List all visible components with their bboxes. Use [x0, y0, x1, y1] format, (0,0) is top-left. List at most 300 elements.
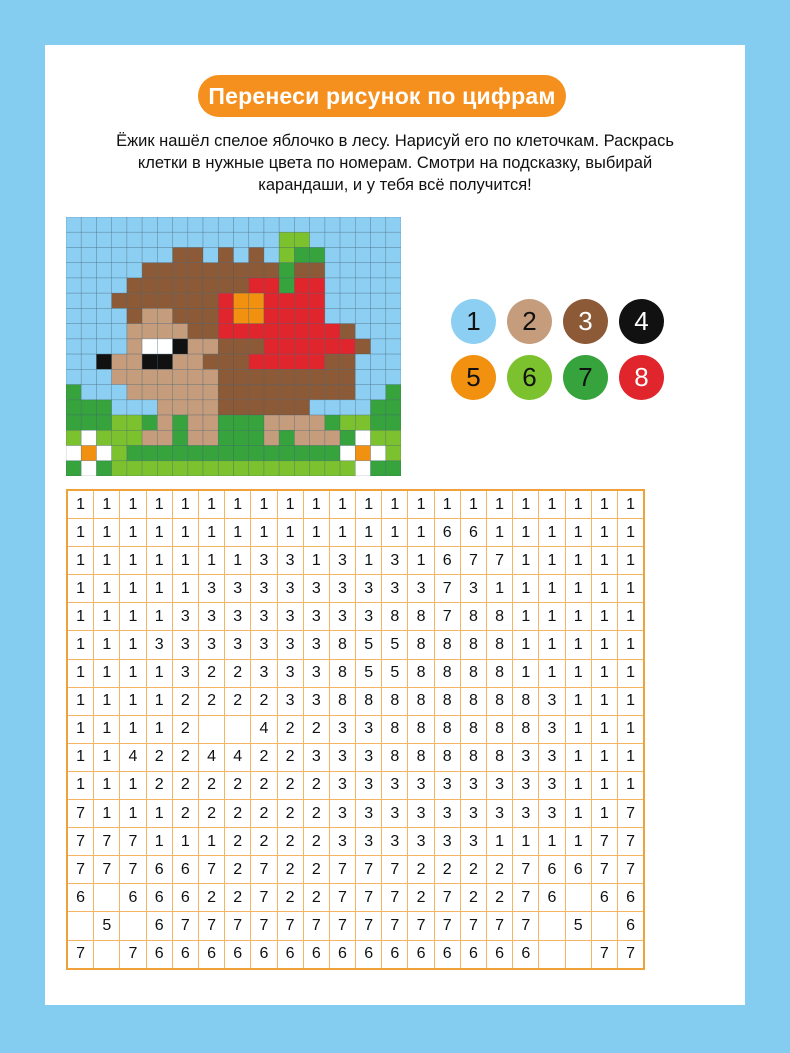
grid-cell: 1 [591, 547, 617, 575]
preview-cell [142, 415, 157, 430]
preview-cell [66, 430, 81, 445]
preview-cell [279, 232, 294, 247]
grid-cell: 2 [172, 800, 198, 828]
grid-cell: 8 [329, 659, 355, 687]
grid-cell: 6 [251, 940, 277, 969]
grid-cell: 3 [356, 603, 382, 631]
grid-cell: 2 [225, 687, 251, 715]
preview-cell [218, 293, 233, 308]
preview-cell [203, 308, 218, 323]
preview-cell [96, 369, 111, 384]
preview-cell [279, 369, 294, 384]
grid-cell: 1 [67, 490, 94, 519]
grid-cell: 8 [408, 687, 434, 715]
preview-cell [340, 293, 355, 308]
preview-cell [279, 293, 294, 308]
preview-cell [188, 232, 203, 247]
grid-cell: 6 [591, 884, 617, 912]
preview-cell [218, 461, 233, 476]
grid-cell: 1 [303, 490, 329, 519]
grid-cell [565, 940, 591, 969]
preview-cell [355, 293, 370, 308]
grid-cell: 4 [225, 743, 251, 771]
grid-cell: 7 [277, 912, 303, 940]
grid-cell: 3 [513, 800, 539, 828]
preview-cell [157, 446, 172, 461]
grid-cell: 1 [172, 490, 198, 519]
grid-cell: 7 [487, 912, 513, 940]
grid-cell: 1 [120, 603, 146, 631]
preview-cell [96, 415, 111, 430]
grid-cell: 3 [539, 743, 565, 771]
grid-cell: 3 [487, 771, 513, 799]
grid-cell: 1 [565, 687, 591, 715]
preview-cell [96, 339, 111, 354]
grid-cell: 2 [146, 743, 172, 771]
preview-cell [386, 385, 401, 400]
grid-cell: 6 [172, 940, 198, 969]
preview-cell [234, 339, 249, 354]
grid-cell: 3 [539, 687, 565, 715]
grid-cell: 6 [172, 856, 198, 884]
grid-cell: 3 [251, 575, 277, 603]
grid-cell: 7 [329, 856, 355, 884]
preview-cell [188, 217, 203, 232]
preview-cell [112, 354, 127, 369]
preview-cell [386, 369, 401, 384]
preview-cell [157, 293, 172, 308]
grid-cell: 1 [487, 828, 513, 856]
preview-cell [188, 446, 203, 461]
preview-cell [112, 293, 127, 308]
grid-cell: 1 [94, 575, 120, 603]
grid-cell: 1 [94, 715, 120, 743]
grid-cell: 8 [382, 743, 408, 771]
grid-cell: 1 [617, 631, 644, 659]
preview-cell [234, 430, 249, 445]
grid-cell: 3 [277, 575, 303, 603]
grid-cell: 3 [277, 687, 303, 715]
preview-cell [203, 263, 218, 278]
grid-cell: 3 [460, 575, 486, 603]
grid-cell: 1 [94, 631, 120, 659]
grid-cell: 2 [434, 856, 460, 884]
preview-cell [157, 415, 172, 430]
grid-cell: 2 [198, 884, 224, 912]
preview-cell [66, 369, 81, 384]
preview-cell [234, 247, 249, 262]
preview-cell [355, 308, 370, 323]
preview-cell [173, 369, 188, 384]
grid-cell: 1 [617, 519, 644, 547]
grid-cell: 1 [591, 771, 617, 799]
preview-cell [264, 293, 279, 308]
grid-cell: 6 [460, 940, 486, 969]
grid-cell: 8 [513, 715, 539, 743]
grid-cell: 1 [120, 687, 146, 715]
preview-cell [234, 293, 249, 308]
preview-cell [157, 385, 172, 400]
grid-cell: 8 [408, 743, 434, 771]
preview-cell [340, 430, 355, 445]
grid-cell: 3 [513, 771, 539, 799]
preview-cell [157, 324, 172, 339]
grid-cell: 7 [460, 912, 486, 940]
grid-cell: 6 [434, 940, 460, 969]
grid-cell: 7 [513, 856, 539, 884]
preview-cell [81, 278, 96, 293]
grid-cell: 6 [434, 547, 460, 575]
grid-cell: 7 [94, 856, 120, 884]
preview-cell [203, 415, 218, 430]
preview-cell [355, 278, 370, 293]
preview-cell [157, 430, 172, 445]
preview-cell [325, 263, 340, 278]
grid-cell: 3 [277, 547, 303, 575]
grid-cell: 3 [356, 715, 382, 743]
grid-cell: 3 [225, 631, 251, 659]
preview-cell [279, 247, 294, 262]
preview-cell [203, 339, 218, 354]
grid-cell: 1 [172, 519, 198, 547]
preview-cell [173, 293, 188, 308]
grid-cell: 3 [251, 603, 277, 631]
preview-cell [188, 415, 203, 430]
grid-cell: 1 [198, 519, 224, 547]
grid-cell: 1 [120, 575, 146, 603]
preview-cell [386, 446, 401, 461]
preview-cell [279, 308, 294, 323]
grid-cell: 1 [591, 743, 617, 771]
grid-cell: 6 [225, 940, 251, 969]
preview-cell [127, 232, 142, 247]
preview-cell [112, 232, 127, 247]
grid-cell: 8 [408, 659, 434, 687]
grid-cell: 5 [382, 659, 408, 687]
grid-cell: 3 [329, 800, 355, 828]
color-swatch-1: 1 [451, 299, 496, 344]
preview-cell [112, 415, 127, 430]
grid-cell: 1 [356, 490, 382, 519]
preview-cell [112, 369, 127, 384]
preview-cell [371, 324, 386, 339]
preview-cell [142, 278, 157, 293]
grid-cell: 8 [460, 687, 486, 715]
preview-cell [264, 461, 279, 476]
preview-cell [81, 308, 96, 323]
grid-cell [539, 940, 565, 969]
grid-cell: 2 [460, 856, 486, 884]
grid-cell: 3 [460, 800, 486, 828]
preview-cell [81, 461, 96, 476]
grid-cell: 2 [303, 800, 329, 828]
grid-cell: 8 [356, 687, 382, 715]
grid-cell: 2 [303, 771, 329, 799]
grid-cell: 2 [225, 828, 251, 856]
preview-cell [355, 232, 370, 247]
grid-cell: 1 [617, 603, 644, 631]
grid-cell: 1 [172, 575, 198, 603]
preview-cell [112, 430, 127, 445]
preview-cell [310, 369, 325, 384]
grid-cell: 3 [225, 575, 251, 603]
preview-cell [294, 278, 309, 293]
grid-cell: 2 [277, 800, 303, 828]
grid-cell: 1 [617, 575, 644, 603]
preview-cell [234, 354, 249, 369]
grid-cell: 3 [329, 547, 355, 575]
preview-cell [371, 217, 386, 232]
preview-cell [325, 217, 340, 232]
preview-cell [340, 446, 355, 461]
preview-cell [142, 385, 157, 400]
preview-cell [157, 369, 172, 384]
grid-cell: 8 [434, 715, 460, 743]
preview-cell [81, 430, 96, 445]
grid-cell: 1 [513, 519, 539, 547]
preview-cell [81, 324, 96, 339]
preview-cell [203, 354, 218, 369]
grid-cell: 1 [434, 490, 460, 519]
preview-cell [142, 430, 157, 445]
preview-cell [142, 400, 157, 415]
preview-cell [386, 324, 401, 339]
preview-cell [249, 232, 264, 247]
grid-cell: 6 [617, 884, 644, 912]
preview-cell [279, 385, 294, 400]
preview-cell [264, 217, 279, 232]
preview-cell [355, 217, 370, 232]
grid-cell: 3 [225, 603, 251, 631]
preview-cell [340, 369, 355, 384]
grid-cell: 6 [146, 884, 172, 912]
grid-cell: 1 [146, 659, 172, 687]
preview-cell [371, 430, 386, 445]
preview-cell [325, 324, 340, 339]
grid-cell: 3 [513, 743, 539, 771]
preview-cell [96, 461, 111, 476]
grid-row [67, 940, 644, 969]
grid-cell: 1 [94, 771, 120, 799]
grid-cell: 3 [408, 828, 434, 856]
grid-cell: 7 [513, 884, 539, 912]
preview-cell [325, 400, 340, 415]
grid-cell: 2 [251, 800, 277, 828]
preview-cell [264, 232, 279, 247]
grid-cell: 3 [303, 659, 329, 687]
grid-cell: 3 [329, 715, 355, 743]
grid-cell: 1 [408, 547, 434, 575]
grid-cell: 2 [172, 743, 198, 771]
grid-cell: 2 [198, 771, 224, 799]
grid-cell: 3 [303, 603, 329, 631]
grid-cell: 3 [251, 547, 277, 575]
preview-cell [218, 385, 233, 400]
preview-cell [203, 369, 218, 384]
grid-cell: 1 [460, 490, 486, 519]
preview-cell [218, 278, 233, 293]
grid-cell: 3 [408, 575, 434, 603]
grid-cell: 3 [408, 771, 434, 799]
preview-cell [127, 293, 142, 308]
grid-cell: 3 [277, 603, 303, 631]
grid-row [67, 743, 644, 771]
grid-cell: 1 [487, 519, 513, 547]
grid-cell: 1 [67, 603, 94, 631]
preview-cell [355, 263, 370, 278]
preview-cell [96, 263, 111, 278]
grid-cell: 3 [434, 800, 460, 828]
preview-cell [249, 324, 264, 339]
preview-cell [264, 247, 279, 262]
preview-cell [386, 354, 401, 369]
preview-cell [264, 339, 279, 354]
grid-cell: 8 [329, 687, 355, 715]
preview-cell [340, 339, 355, 354]
preview-cell [142, 217, 157, 232]
preview-cell [234, 324, 249, 339]
grid-cell: 8 [408, 715, 434, 743]
preview-cell [310, 278, 325, 293]
preview-cell [157, 400, 172, 415]
grid-cell: 1 [146, 603, 172, 631]
grid-cell: 1 [513, 828, 539, 856]
grid-cell: 7 [460, 547, 486, 575]
grid-cell: 1 [539, 519, 565, 547]
grid-row [67, 912, 644, 940]
grid-cell: 3 [198, 631, 224, 659]
grid-cell: 2 [277, 771, 303, 799]
grid-cell: 3 [303, 687, 329, 715]
grid-cell: 3 [408, 800, 434, 828]
grid-cell: 2 [225, 771, 251, 799]
preview-cell [188, 385, 203, 400]
preview-cell [386, 217, 401, 232]
preview-cell [310, 247, 325, 262]
instructions [70, 130, 720, 196]
grid-cell: 7 [434, 884, 460, 912]
preview-cell [279, 446, 294, 461]
grid-cell: 2 [172, 715, 198, 743]
preview-cell [203, 217, 218, 232]
grid-cell: 1 [146, 828, 172, 856]
grid-cell: 3 [303, 743, 329, 771]
grid-cell: 8 [460, 659, 486, 687]
grid-row [67, 884, 644, 912]
preview-cell [249, 400, 264, 415]
grid-cell: 6 [539, 856, 565, 884]
grid-cell: 2 [225, 856, 251, 884]
grid-cell: 3 [460, 771, 486, 799]
grid-cell: 1 [146, 800, 172, 828]
grid-cell: 2 [277, 884, 303, 912]
grid-row [67, 490, 644, 519]
grid-cell: 6 [146, 856, 172, 884]
grid-cell: 7 [617, 940, 644, 969]
preview-cell [386, 278, 401, 293]
preview-cell [66, 217, 81, 232]
preview-cell [127, 446, 142, 461]
grid-cell: 1 [94, 519, 120, 547]
grid-cell: 1 [94, 743, 120, 771]
grid-cell: 3 [539, 800, 565, 828]
preview-cell [127, 308, 142, 323]
grid-cell: 1 [539, 603, 565, 631]
preview-cell [142, 263, 157, 278]
preview-cell [249, 308, 264, 323]
grid-cell: 3 [172, 659, 198, 687]
preview-cell [142, 308, 157, 323]
preview-cell [81, 293, 96, 308]
grid-cell: 8 [434, 659, 460, 687]
preview-cell [173, 263, 188, 278]
preview-cell [355, 430, 370, 445]
preview-cell [112, 400, 127, 415]
grid-cell: 7 [225, 912, 251, 940]
grid-cell: 1 [146, 547, 172, 575]
grid-cell: 8 [382, 687, 408, 715]
grid-cell: 1 [408, 490, 434, 519]
preview-cell [279, 278, 294, 293]
preview-cell [188, 354, 203, 369]
grid-cell: 1 [565, 659, 591, 687]
grid-cell: 1 [303, 547, 329, 575]
grid-cell: 1 [539, 631, 565, 659]
preview-cell [157, 308, 172, 323]
grid-cell: 3 [251, 659, 277, 687]
grid-cell: 1 [198, 490, 224, 519]
color-swatch-5: 5 [451, 355, 496, 400]
preview-cell [127, 369, 142, 384]
grid-cell: 5 [94, 912, 120, 940]
preview-cell [112, 385, 127, 400]
grid-cell: 7 [617, 800, 644, 828]
preview-cell [173, 232, 188, 247]
preview-cell [203, 400, 218, 415]
grid-cell: 2 [277, 828, 303, 856]
preview-cell [294, 247, 309, 262]
preview-cell [340, 263, 355, 278]
instructions-line: Ёжик нашёл спелое яблочко в лесу. Нарисуй его по клеточкам. Раскрась [116, 132, 674, 150]
preview-cell [310, 263, 325, 278]
preview-cell [279, 324, 294, 339]
preview-cell [386, 400, 401, 415]
grid-cell: 6 [487, 940, 513, 969]
hedgehog-preview-picture [66, 217, 401, 476]
preview-cell [249, 278, 264, 293]
grid-cell: 2 [303, 828, 329, 856]
preview-cell [112, 278, 127, 293]
grid-cell: 1 [198, 547, 224, 575]
grid-cell: 1 [67, 659, 94, 687]
preview-cell [96, 293, 111, 308]
preview-cell [218, 339, 233, 354]
preview-cell [234, 400, 249, 415]
preview-cell [355, 415, 370, 430]
preview-cell [96, 308, 111, 323]
grid-cell: 3 [356, 800, 382, 828]
grid-row [67, 659, 644, 687]
grid-cell: 1 [382, 519, 408, 547]
preview-cell [203, 385, 218, 400]
grid-cell: 1 [94, 800, 120, 828]
grid-cell: 7 [67, 800, 94, 828]
preview-cell [218, 446, 233, 461]
grid-cell: 8 [382, 603, 408, 631]
grid-cell: 1 [198, 828, 224, 856]
preview-cell [249, 263, 264, 278]
preview-cell [188, 339, 203, 354]
